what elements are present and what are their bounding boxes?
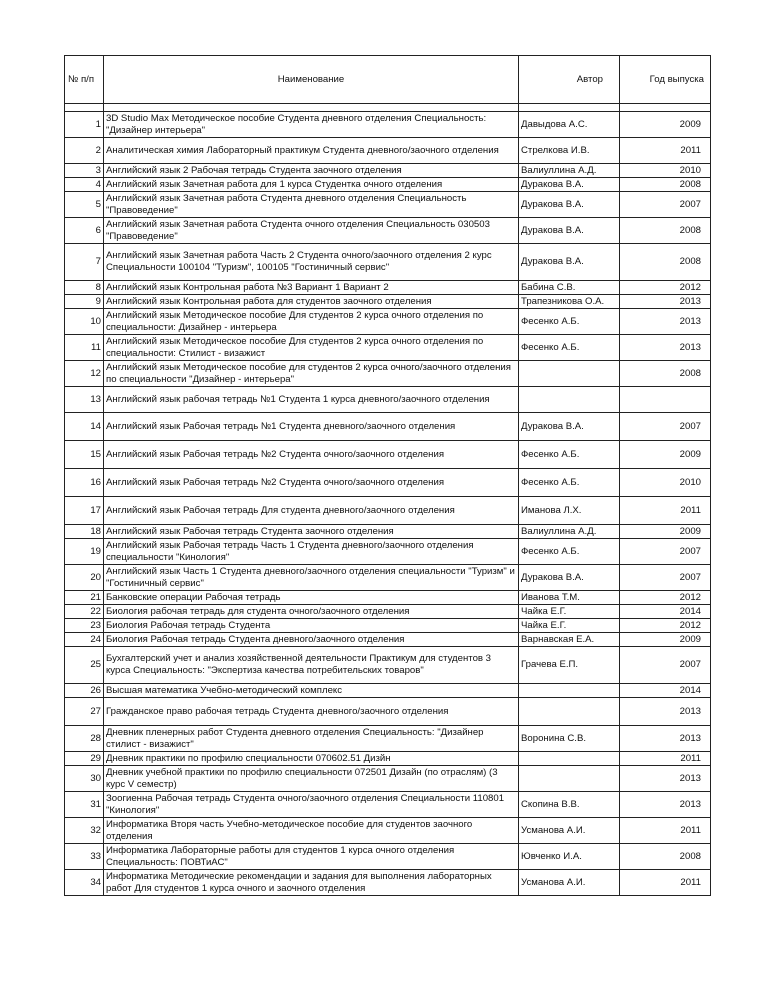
header-name: Наименование bbox=[104, 56, 519, 104]
header-year: Год выпуска bbox=[620, 56, 711, 104]
row-num: 11 bbox=[65, 335, 104, 361]
row-num: 12 bbox=[65, 361, 104, 387]
row-year: 2011 bbox=[620, 870, 711, 896]
row-year: 2009 bbox=[620, 633, 711, 647]
table-row bbox=[65, 752, 711, 766]
row-num: 16 bbox=[65, 469, 104, 497]
table-row bbox=[65, 684, 711, 698]
table-row bbox=[65, 870, 711, 896]
row-name: Английский язык рабочая тетрадь №1 Студента 1 курса дневного/заочного отделения bbox=[104, 387, 519, 413]
row-name: Дневник пленерных работ Студента дневного отделения Специальность: "Дизайнер стилист - визажист" bbox=[104, 726, 519, 752]
row-year: 2011 bbox=[620, 818, 711, 844]
row-author: Бабина С.В. bbox=[519, 281, 620, 295]
table-row bbox=[65, 647, 711, 684]
row-year: 2014 bbox=[620, 684, 711, 698]
row-author: Варнавская Е.А. bbox=[519, 633, 620, 647]
row-author: Иванова Т.М. bbox=[519, 591, 620, 605]
row-name: Биология Рабочая тетрадь Студента bbox=[104, 619, 519, 633]
document-sheet bbox=[64, 55, 710, 896]
table-row bbox=[65, 469, 711, 497]
row-name: Биология рабочая тетрадь для студента очного/заочного отделения bbox=[104, 605, 519, 619]
row-author bbox=[519, 387, 620, 413]
row-author bbox=[519, 766, 620, 792]
row-num: 3 bbox=[65, 164, 104, 178]
row-num: 20 bbox=[65, 565, 104, 591]
row-year bbox=[620, 387, 711, 413]
row-year: 2007 bbox=[620, 565, 711, 591]
row-num: 7 bbox=[65, 244, 104, 281]
row-num: 18 bbox=[65, 525, 104, 539]
table-row bbox=[65, 766, 711, 792]
table-row bbox=[65, 818, 711, 844]
table-row bbox=[65, 726, 711, 752]
row-year: 2011 bbox=[620, 138, 711, 164]
row-name: Аналитическая химия Лабораторный практикум Студента дневного/заочного отделения bbox=[104, 138, 519, 164]
row-name: Английский язык Рабочая тетрадь №1 Студента дневного/заочного отделения bbox=[104, 413, 519, 441]
row-name: Английский язык Рабочая тетрадь №2 Студента очного/заочного отделения bbox=[104, 469, 519, 497]
header-author: Автор bbox=[519, 56, 620, 104]
table-row bbox=[65, 164, 711, 178]
row-author: Дуракова В.А. bbox=[519, 218, 620, 244]
row-year: 2007 bbox=[620, 192, 711, 218]
row-year: 2013 bbox=[620, 698, 711, 726]
row-year: 2013 bbox=[620, 766, 711, 792]
row-num: 27 bbox=[65, 698, 104, 726]
row-year: 2010 bbox=[620, 469, 711, 497]
row-year: 2008 bbox=[620, 244, 711, 281]
table-row bbox=[65, 525, 711, 539]
table-row bbox=[65, 178, 711, 192]
table-row bbox=[65, 591, 711, 605]
row-year: 2008 bbox=[620, 218, 711, 244]
row-num: 14 bbox=[65, 413, 104, 441]
row-num: 8 bbox=[65, 281, 104, 295]
row-name: Высшая математика Учебно-методический комплекс bbox=[104, 684, 519, 698]
row-num: 9 bbox=[65, 295, 104, 309]
row-year: 2010 bbox=[620, 164, 711, 178]
table-row bbox=[65, 792, 711, 818]
table-row bbox=[65, 441, 711, 469]
table-row bbox=[65, 698, 711, 726]
table-row bbox=[65, 361, 711, 387]
row-author: Фесенко А.Б. bbox=[519, 309, 620, 335]
row-name: Английский язык Зачетная работа для 1 курса Студентка очного отделения bbox=[104, 178, 519, 192]
row-author: Грачева Е.П. bbox=[519, 647, 620, 684]
books-table bbox=[64, 55, 711, 896]
row-author bbox=[519, 361, 620, 387]
header-num: № п/п bbox=[65, 56, 104, 104]
row-author: Скопина В.В. bbox=[519, 792, 620, 818]
row-name: Английский язык Методическое пособие Для студентов 2 курса очного отделения по специальности: Стилист - визажист bbox=[104, 335, 519, 361]
table-row bbox=[65, 138, 711, 164]
row-author: Дуракова В.А. bbox=[519, 178, 620, 192]
row-name: Английский язык Часть 1 Студента дневного/заочного отделения специальности "Туризм" и "Гостиничный сервис" bbox=[104, 565, 519, 591]
table-row bbox=[65, 244, 711, 281]
row-year: 2009 bbox=[620, 441, 711, 469]
row-num: 13 bbox=[65, 387, 104, 413]
row-name: Английский язык Рабочая тетрадь №2 Студента очного/заочного отделения bbox=[104, 441, 519, 469]
row-num: 5 bbox=[65, 192, 104, 218]
header-row bbox=[65, 56, 711, 104]
row-num: 33 bbox=[65, 844, 104, 870]
row-num: 17 bbox=[65, 497, 104, 525]
row-author: Дуракова В.А. bbox=[519, 413, 620, 441]
row-num: 10 bbox=[65, 309, 104, 335]
row-year: 2007 bbox=[620, 539, 711, 565]
table-row bbox=[65, 387, 711, 413]
row-author bbox=[519, 752, 620, 766]
row-name: Дневник практики по профилю специальности 070602.51 Дизйн bbox=[104, 752, 519, 766]
row-num: 30 bbox=[65, 766, 104, 792]
row-name: Английский язык Зачетная работа Часть 2 Студента очного/заочного отделения 2 курс Специальности 100104 "Туризм", 100105 "Гостиничный сервис" bbox=[104, 244, 519, 281]
table-row bbox=[65, 112, 711, 138]
row-name: Биология Рабочая тетрадь Студента дневного/заочного отделения bbox=[104, 633, 519, 647]
table-row bbox=[65, 605, 711, 619]
row-name: Информатика Вторя часть Учебно-методическое пособие для студентов заочного отделения bbox=[104, 818, 519, 844]
row-num: 6 bbox=[65, 218, 104, 244]
row-num: 19 bbox=[65, 539, 104, 565]
row-author: Воронина С.В. bbox=[519, 726, 620, 752]
table-row bbox=[65, 619, 711, 633]
row-year: 2012 bbox=[620, 591, 711, 605]
row-name: Английский язык Методическое пособие Для студентов 2 курса очного отделения по специальности: Дизайнер - интерьера bbox=[104, 309, 519, 335]
table-row bbox=[65, 192, 711, 218]
row-author: Давыдова А.С. bbox=[519, 112, 620, 138]
row-year: 2012 bbox=[620, 281, 711, 295]
row-author: Фесенко А.Б. bbox=[519, 469, 620, 497]
table-row bbox=[65, 844, 711, 870]
row-author: Ювченко И.А. bbox=[519, 844, 620, 870]
row-year: 2011 bbox=[620, 497, 711, 525]
row-name: Гражданское право рабочая тетрадь Студента дневного/заочного отделения bbox=[104, 698, 519, 726]
row-num: 23 bbox=[65, 619, 104, 633]
row-num: 29 bbox=[65, 752, 104, 766]
row-num: 4 bbox=[65, 178, 104, 192]
row-author: Фесенко А.Б. bbox=[519, 335, 620, 361]
row-name: Информатика Методические рекомендации и задания для выполнения лабораторных работ Для студентов 1 курса очного и заочного отделения bbox=[104, 870, 519, 896]
row-num: 31 bbox=[65, 792, 104, 818]
row-author: Иманова Л.Х. bbox=[519, 497, 620, 525]
row-name: Английский язык Рабочая тетрадь Часть 1 Студента дневного/заочного отделения специальности "Кинология" bbox=[104, 539, 519, 565]
table-row bbox=[65, 218, 711, 244]
table-row bbox=[65, 565, 711, 591]
row-author: Трапезникова О.А. bbox=[519, 295, 620, 309]
table-row bbox=[65, 539, 711, 565]
row-year: 2011 bbox=[620, 752, 711, 766]
row-year: 2014 bbox=[620, 605, 711, 619]
row-name: Банковские операции Рабочая тетрадь bbox=[104, 591, 519, 605]
row-year: 2007 bbox=[620, 647, 711, 684]
row-author: Дуракова В.А. bbox=[519, 244, 620, 281]
table-row bbox=[65, 633, 711, 647]
row-author: Фесенко А.Б. bbox=[519, 441, 620, 469]
row-name: 3D Studio Max Методическое пособие Студента дневного отделения Специальность: "Дизайнер интерьера" bbox=[104, 112, 519, 138]
row-author: Чайка Е.Г. bbox=[519, 605, 620, 619]
row-year: 2007 bbox=[620, 413, 711, 441]
row-name: Английский язык Рабочая тетрадь Для студента дневного/заочного отделения bbox=[104, 497, 519, 525]
row-year: 2012 bbox=[620, 619, 711, 633]
row-year: 2013 bbox=[620, 295, 711, 309]
row-author: Усманова А.И. bbox=[519, 818, 620, 844]
row-num: 15 bbox=[65, 441, 104, 469]
row-year: 2008 bbox=[620, 361, 711, 387]
row-year: 2013 bbox=[620, 726, 711, 752]
spacer-row bbox=[65, 104, 711, 112]
table-row bbox=[65, 295, 711, 309]
row-name: Зоогиенна Рабочая тетрадь Студента очного/заочного отделения Специальности 110801 "Кинология" bbox=[104, 792, 519, 818]
row-num: 1 bbox=[65, 112, 104, 138]
row-year: 2008 bbox=[620, 844, 711, 870]
row-num: 26 bbox=[65, 684, 104, 698]
row-year: 2009 bbox=[620, 112, 711, 138]
row-num: 28 bbox=[65, 726, 104, 752]
row-author: Дуракова В.А. bbox=[519, 192, 620, 218]
row-name: Английский язык Рабочая тетрадь Студента заочного отделения bbox=[104, 525, 519, 539]
table-row bbox=[65, 335, 711, 361]
table-row bbox=[65, 281, 711, 295]
row-author: Дуракова В.А. bbox=[519, 565, 620, 591]
row-year: 2009 bbox=[620, 525, 711, 539]
table-row bbox=[65, 497, 711, 525]
table-body bbox=[65, 104, 711, 896]
row-author: Усманова А.И. bbox=[519, 870, 620, 896]
row-author: Стрелкова И.В. bbox=[519, 138, 620, 164]
row-author: Фесенко А.Б. bbox=[519, 539, 620, 565]
row-name: Английский язык Зачетная работа Студента дневного отделения Специальность "Правоведение" bbox=[104, 192, 519, 218]
row-num: 22 bbox=[65, 605, 104, 619]
row-name: Английский язык Контрольная работа №3 Вариант 1 Вариант 2 bbox=[104, 281, 519, 295]
row-name: Бухгалтерский учет и анализ хозяйственной деятельности Практикум для студентов 3 курса Специальность: "Экспертиза качества потребительских товаров" bbox=[104, 647, 519, 684]
row-name: Английский язык Методическое пособие для студентов 2 курса очного/заочного отделения по специальности "Дизайнер - интерьера" bbox=[104, 361, 519, 387]
row-author bbox=[519, 698, 620, 726]
row-name: Английский язык Зачетная работа Студента очного отделения Специальность 030503 "Правоведение" bbox=[104, 218, 519, 244]
row-num: 34 bbox=[65, 870, 104, 896]
row-name: Английский язык 2 Рабочая тетрадь Студента заочного отделения bbox=[104, 164, 519, 178]
row-author: Валиуллина А.Д. bbox=[519, 525, 620, 539]
row-num: 2 bbox=[65, 138, 104, 164]
table-row bbox=[65, 309, 711, 335]
row-name: Английский язык Контрольная работа для студентов заочного отделения bbox=[104, 295, 519, 309]
row-author: Валиуллина А.Д. bbox=[519, 164, 620, 178]
row-name: Дневник учебной практики по профилю специальности 072501 Дизайн (по отраслям) (3 курс V семестр) bbox=[104, 766, 519, 792]
row-year: 2008 bbox=[620, 178, 711, 192]
row-num: 21 bbox=[65, 591, 104, 605]
row-name: Информатика Лабораторные работы для студентов 1 курса очного отделения Специальность: ПОВТиАС" bbox=[104, 844, 519, 870]
row-year: 2013 bbox=[620, 792, 711, 818]
row-author: Чайка Е.Г. bbox=[519, 619, 620, 633]
row-year: 2013 bbox=[620, 309, 711, 335]
row-num: 24 bbox=[65, 633, 104, 647]
row-num: 25 bbox=[65, 647, 104, 684]
row-author bbox=[519, 684, 620, 698]
row-num: 32 bbox=[65, 818, 104, 844]
row-year: 2013 bbox=[620, 335, 711, 361]
table-row bbox=[65, 413, 711, 441]
